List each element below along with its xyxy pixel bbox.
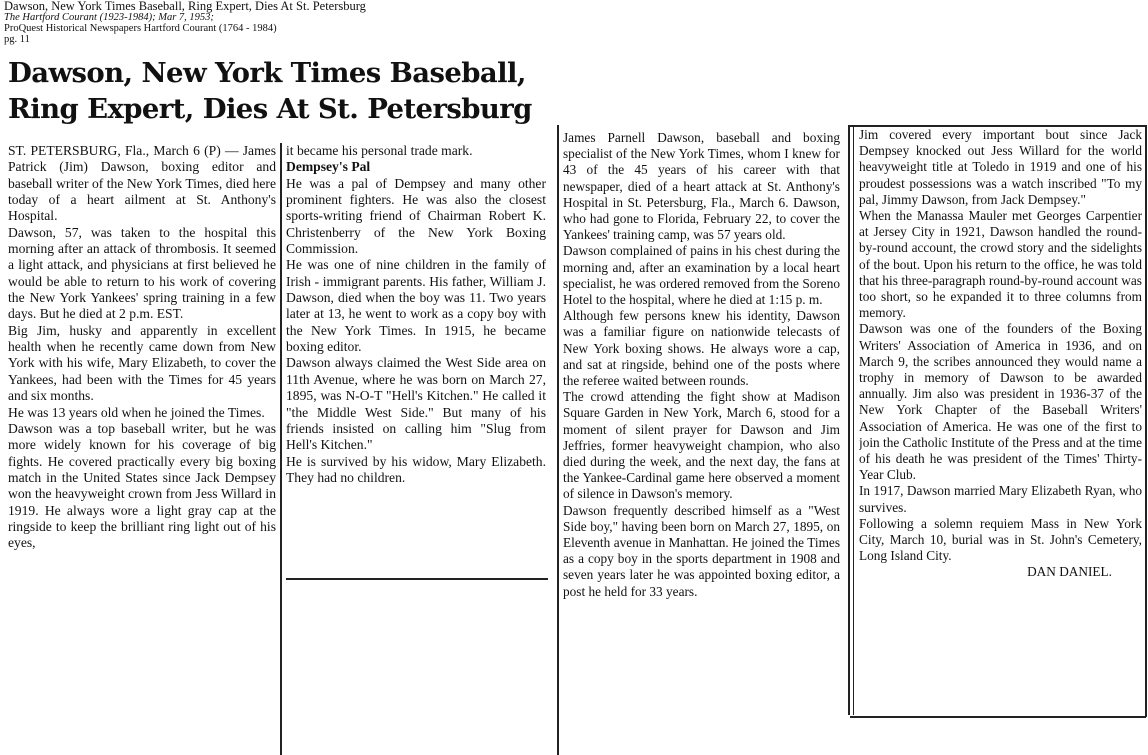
citation-title: Dawson, New York Times Baseball, Ring Expert, Dies At St. Petersburg <box>4 0 366 13</box>
article-column-1: ST. PETERSBURG, Fla., March 6 (P) — James Patrick (Jim) Dawson, boxing editor and baseball writer of the New York Times, died here today of a heart ailment at St. Anthony's Hospital. Dawson, 57, was taken to the hospital this morning after an attack of thrombosis. It seemed a light attack, and physicians at first believed he would be able to return to his work of covering the New York Yankees' spring training in a few days. But he died at 2 p.m. EST. Big Jim, husky and apparently in excellent health when he recently came down from New York with his wife, Mary Elizabeth, to cover the Yankees, had been with the Times for 45 years and six months. He was 13 years old when he joined the Times. Dawson was a top baseball writer, but he was more widely known for his coverage of big fights. He covered practically every big boxing match in the United States since Jack Dempsey won the heavyweight crown from Jess Willard in 1919. He always wore a light gray cap at the ringside to keep the brilliant ring light out of his eyes, <box>8 143 276 551</box>
column-rule <box>557 125 559 755</box>
byline: DAN DANIEL. <box>1027 564 1112 580</box>
end-rule <box>286 578 548 580</box>
citation-page: pg. 11 <box>4 34 30 45</box>
citation-source: The Hartford Courant (1923-1984); Mar 7, 1953; <box>4 12 214 23</box>
column-2-lead: it became his personal trade mark. <box>286 143 473 158</box>
article-column-2 <box>286 143 546 573</box>
box-border-right <box>1145 125 1147 717</box>
column-rule <box>280 143 282 755</box>
article-column-3: James Parnell Dawson, baseball and boxing specialist of the New York Times, whom I knew for 43 of the 45 years of his career with that newspaper, died of a heart attack at St. Anthony's Hospital in St. Petersburg, Fla., March 6. Dawson, who had gone to Florida, February 22, to cover the Yankees' training camp, was 57 years old. Dawson complained of pains in his chest during the morning and, after an examination by a local heart specialist, he was ordered removed from the Soreno Hotel to the hospital, where he died at 1:15 p. m. Although few persons knew his identity, Dawson was a familiar figure on nationwide telecasts of New York boxing shows. He always wore a cap, and sat at ringside, behind one of the posts where the referee waited between rounds. The crowd attending the fight show at Madison Square Garden in New York, March 6, stood for a moment of silent prayer for Dawson and Jim Jeffries, former heavyweight champion, who also died during the week, and the next day, the fans at the Yankee-Cardinal game here observed a moment of silence in Dawson's memory. Dawson frequently described himself as a "West Side boy," having been born on March 27, 1895, on Eleventh avenue in Manhattan. He joined the Times as a copy boy in the sports department in 1908 and seven years later he was appointed boxing editor, a post he held for 33 years. <box>563 130 840 599</box>
citation-database: ProQuest Historical Newspapers Hartford Courant (1764 - 1984) <box>4 23 277 34</box>
column-4-body: Jim covered every important bout since Jack Dempsey knocked out Jess Willard for the world heavyweight title at Toledo in 1919 and one of his proudest possessions was a watch inscribed "To my pal, Jimmy Dawson, from Jack Dempsey." When the Manassa Mauler met Georges Carpentier at Jersey City in 1921, Dawson handled the round-by-round account, the crowd story and the sidelights of the bout. Upon his return to the office, he was told that his three-paragraph round-by-round account was too short, so he expanded it to three columns from memory. Dawson was one of the founders of the Boxing Writers' Association of America in 1936, and on March 9, the scribes announced they would name a trophy in memory of Dawson to be awarded annually. Jim also was president in 1936-37 of the New York Chapter of the Baseball Writers' Association of America. He was one of the first to join the Catholic Institute of the Press and at the time of his death he was president of the Times' Thirty-Year Club. In 1917, Dawson married Mary Elizabeth Ryan, who survives. Following a solemn requiem Mass in New York City, March 10, burial was in St. John's Cemetery, Long Island City. <box>859 127 1142 564</box>
box-border-left <box>848 125 850 715</box>
subhead-dempseys-pal: Dempsey's Pal <box>286 159 371 175</box>
article-column-4 <box>859 127 1142 717</box>
headline-line-2: Ring Expert, Dies At St. Petersburg <box>8 93 532 125</box>
citation-header <box>4 1 524 45</box>
headline-line-1: Dawson, New York Times Baseball, <box>8 57 526 89</box>
article-headline <box>8 55 532 127</box>
box-border-left-inner <box>853 125 854 715</box>
column-2-body: He was a pal of Dempsey and many other prominent fighters. He was also the closest sports-writing friend of Chairman Robert K. Christenberry of the New York Boxing Commission. He was one of nine children in the family of Irish - immigrant parents. His father, William J. Dawson, died when the boy was 11. Two years later at 13, he went to work as a copy boy with the New York Times. In 1915, he became boxing editor. Dawson always claimed the West Side area on 11th Avenue, where he was born on March 27, 1895, was N-O-T "Hell's Kitchen." He called it "the Middle West Side." But many of his friends insisted on calling him "Slug from Hell's Kitchen." He is survived by his widow, Mary Elizabeth. They had no children. <box>286 175 546 485</box>
